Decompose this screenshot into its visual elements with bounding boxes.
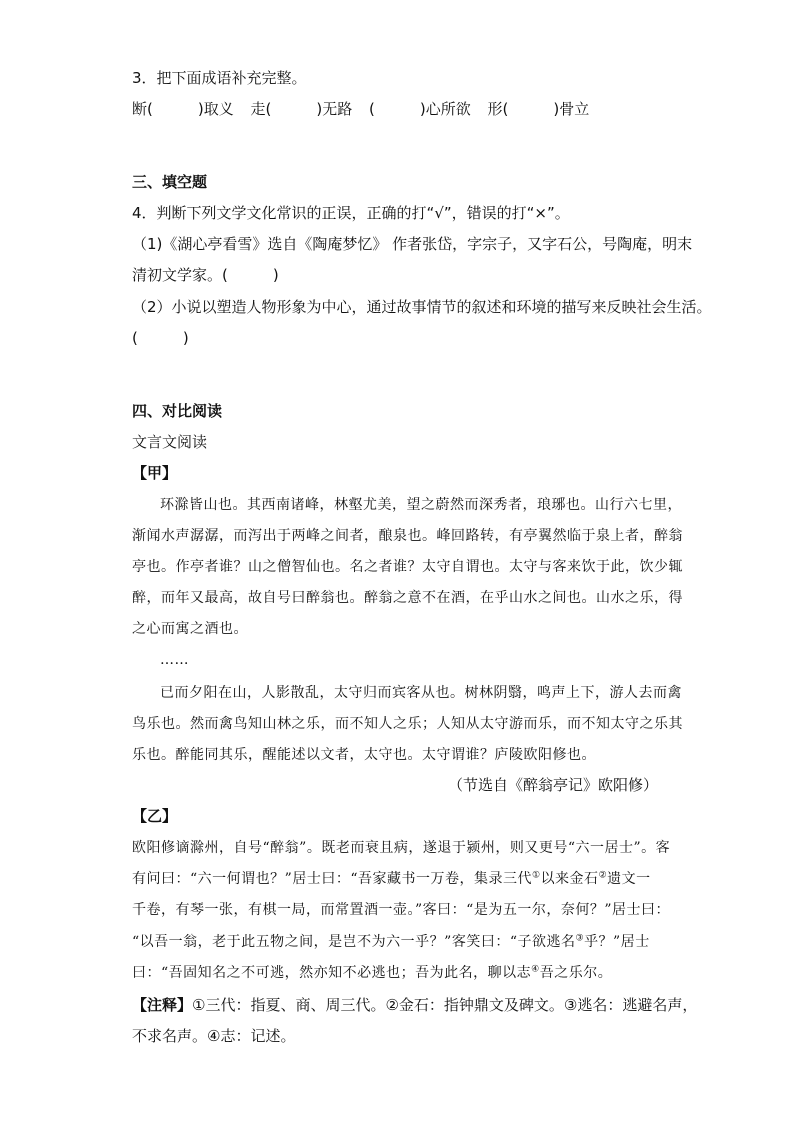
- yi-line-3: 千卷，有琴一张，有棋一局，而常置酒一壶。”客曰：“是为五一尔，奈何？”居士曰：: [132, 902, 670, 918]
- idiom-blank-4: 形( )骨立: [487, 100, 590, 118]
- jia-source: （节选自《醉翁亭记》欧阳修）: [447, 776, 658, 794]
- yi-line-4-text-a: “以吾一翁，老于此五物之间，是岂不为六一乎？”客笑曰：“子欲逃名: [132, 934, 576, 950]
- passage-yi-label: 【乙】: [132, 807, 178, 825]
- jia-line-6: 已而夕阳在山，人影散乱，太守归而宾客从也。树林阴翳，鸣声上下，游人去而禽: [160, 685, 682, 701]
- footnote-mark-2: ②: [598, 870, 608, 881]
- jia-line-2: 渐闻水声潺潺，而泻出于两峰之间者，酿泉也。峰回路转，有亭翼然临于泉上者，醉翁: [132, 528, 683, 544]
- question-4-title: 4．判断下列文学文化常识的正误，正确的打“√”，错误的打“×”。: [132, 204, 570, 222]
- section-4-heading: 四、对比阅读: [132, 402, 223, 420]
- yi-line-2-text-a: 有问曰：“六一何谓也？”居士曰：“吾家藏书一万卷，集录三代: [132, 871, 532, 887]
- idiom-blank-1: 断( )取义: [132, 100, 234, 118]
- jia-line-3: 亭也。作亭者谁？山之僧智仙也。名之者谁？太守自谓也。太守与客来饮于此，饮少辄: [132, 559, 683, 575]
- jia-line-8: 乐也。醉能同其乐，醒能述以文者，太守也。太守谓谁？庐陵欧阳修也。: [132, 747, 596, 763]
- q4-item-2-line-2: ( ): [132, 329, 189, 347]
- jia-line-1: 环滁皆山也。其西南诸峰，林壑尤美，望之蔚然而深秀者，琅琊也。山行六七里，: [160, 497, 682, 513]
- jia-ellipsis: ……: [160, 652, 189, 668]
- question-3-title: 3．把下面成语补充完整。: [132, 69, 307, 87]
- yi-line-4-text-b: 乎？”居士: [584, 934, 650, 950]
- footnote-mark-3: ③: [575, 933, 585, 944]
- footnote-mark-4: ④: [531, 964, 540, 975]
- yi-line-1: 欧阳修谪滁州，自号“醉翁”。既老而衰且病，遂退于颍州，则又更号“六一居士”。客: [132, 840, 671, 856]
- notes-line-1: [132, 995, 697, 1015]
- passage-jia-label: 【甲】: [132, 464, 178, 482]
- q4-item-1-line-1: （1)《湖心亭看雪》选自《陶庵梦忆》 作者张岱，字宗子，又字石公，号陶庵，明末: [132, 235, 693, 253]
- jia-line-5: 之心而寓之酒也。: [132, 621, 248, 637]
- yi-line-2-text-c: 遗文一: [607, 871, 651, 887]
- footnote-mark-1: ①: [531, 870, 541, 881]
- jia-line-7: 鸟乐也。然而禽鸟知山林之乐，而不知人之乐；人知从太守游而乐，而不知太守之乐其: [132, 716, 683, 732]
- yi-line-2-text-b: 以来金石: [540, 871, 599, 887]
- idiom-fill-line: [132, 99, 601, 119]
- yi-line-2: [132, 869, 651, 889]
- yi-line-5-text-a: 曰：“吾固知名之不可逃，然亦知不必逃也；吾为此名，聊以志: [132, 965, 532, 981]
- idiom-blank-2: 走( )无路: [250, 100, 353, 118]
- yi-line-5-text-b: 吾之乐尔。: [539, 965, 613, 981]
- yi-line-4: [132, 932, 650, 952]
- yi-line-5: [132, 963, 612, 983]
- notes-line-2: 不求名声。④志：记述。: [132, 1027, 296, 1045]
- section-3-heading: 三、填空题: [132, 173, 208, 191]
- notes-label: 【注释】: [132, 996, 193, 1014]
- q4-item-1-line-2: 清初文学家。( ): [132, 266, 279, 284]
- notes-text-1: ①三代：指夏、商、周三代。②金石：指钟鼎文及碑文。③逃名：逃避名声，: [192, 996, 698, 1014]
- section-4-subheading: 文言文阅读: [132, 433, 208, 451]
- jia-line-4: 醉，而年又最高，故自号曰醉翁也。醉翁之意不在酒，在乎山水之间也。山水之乐，得: [132, 590, 683, 606]
- q4-item-2-line-1: （2）小说以塑造人物形象为中心，通过故事情节的叙述和环境的描写来反映社会生活。: [132, 298, 712, 316]
- idiom-blank-3: ( )心所欲: [369, 100, 471, 118]
